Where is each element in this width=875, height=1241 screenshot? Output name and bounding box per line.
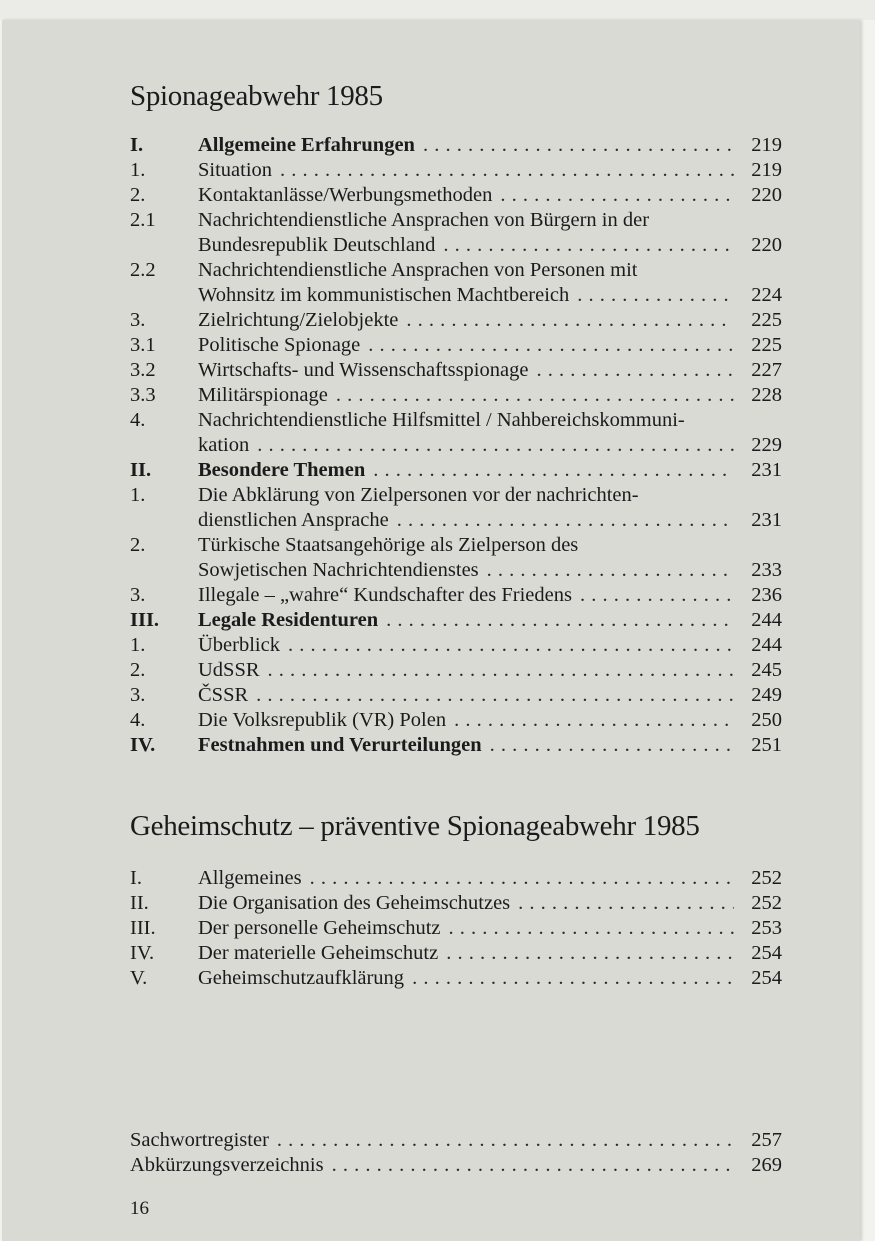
toc-entry-number: 4.: [130, 709, 146, 731]
toc-list-appendix: [130, 1128, 782, 1178]
scan-margin: [0, 0, 875, 20]
toc-entry: [130, 966, 782, 991]
toc-entry-title-line: Politische Spionage: [198, 334, 361, 356]
toc-entry-page-number: 231: [751, 509, 782, 531]
toc-entry-title: [198, 966, 734, 991]
dot-leader: [536, 358, 734, 383]
toc-entry-number: I.: [130, 134, 144, 156]
toc-entry-text: [198, 533, 734, 583]
toc-entry-text: [198, 941, 734, 966]
toc-entry-number: 3.2: [130, 359, 156, 381]
toc-entry-number: III.: [130, 609, 160, 631]
dot-leader: [310, 866, 734, 891]
dot-leader: [256, 683, 734, 708]
toc-entry: [130, 1128, 782, 1153]
toc-entry-number: 2.1: [130, 209, 156, 231]
toc-entry-title-continuation: [198, 233, 734, 258]
toc-entry-title-line: Die Organisation des Geheimschutzes: [198, 892, 511, 914]
toc-entry-text: [198, 258, 734, 308]
dot-leader: [397, 508, 734, 533]
toc-entry: [130, 683, 782, 708]
toc-entry-text: [198, 658, 734, 683]
toc-entry-text: [198, 183, 734, 208]
toc-entry-number: 1.: [130, 159, 146, 181]
dot-leader: [336, 383, 734, 408]
toc-entry: [130, 483, 782, 533]
toc-entry-title: [198, 916, 734, 941]
toc-entry: [130, 458, 782, 483]
toc-entry-title: [198, 158, 734, 183]
toc-entry-title: [198, 308, 734, 333]
toc-entry-text: [198, 866, 734, 891]
toc-entry-number: IV.: [130, 734, 156, 756]
dot-leader: [500, 183, 734, 208]
toc-entry-page-number: 220: [751, 234, 782, 256]
toc-list-geheimschutz: [130, 866, 782, 991]
dot-leader: [257, 433, 734, 458]
toc-entry: [130, 608, 782, 633]
toc-entry-page-number: 252: [751, 867, 782, 889]
toc-entry-page-number: 251: [751, 734, 782, 756]
dot-leader: [288, 633, 734, 658]
toc-entry-number: I.: [130, 867, 142, 889]
toc-entry-title-line: Legale Residenturen: [198, 609, 379, 631]
toc-entry: [130, 633, 782, 658]
toc-entry: [130, 941, 782, 966]
toc-entry-title-line: Abkürzungsverzeichnis: [130, 1154, 324, 1176]
section-title-spionageabwehr: Spionageabwehr 1985: [130, 80, 383, 112]
toc-entry: [130, 133, 782, 158]
dot-leader: [423, 133, 734, 158]
toc-entry-number: 3.1: [130, 334, 156, 356]
toc-entry: [130, 708, 782, 733]
toc-entry-number: 4.: [130, 409, 146, 431]
toc-entry-number: V.: [130, 967, 148, 989]
toc-entry-text: [198, 458, 734, 483]
toc-entry-title-line: Türkische Staatsangehörige als Zielperson des: [198, 534, 579, 556]
dot-leader: [577, 283, 734, 308]
toc-entry: [130, 258, 782, 308]
toc-entry-title-line: ČSSR: [198, 684, 249, 706]
toc-entry-title-line: Besondere Themen: [198, 459, 366, 481]
toc-entry-title: [198, 133, 734, 158]
toc-entry-text: [198, 408, 734, 458]
toc-entry-title: [198, 383, 734, 408]
toc-entry-page-number: 244: [751, 634, 782, 656]
dot-leader: [518, 891, 734, 916]
toc-entry-page-number: 236: [751, 584, 782, 606]
toc-entry-title: [198, 458, 734, 483]
toc-entry: [130, 1153, 782, 1178]
toc-entry-page-number: 253: [751, 917, 782, 939]
toc-entry-page-number: 224: [751, 284, 782, 306]
toc-entry-title-line: Überblick: [198, 634, 280, 656]
toc-entry-number: 3.3: [130, 384, 156, 406]
toc-entry-number: 3.: [130, 584, 146, 606]
toc-entry-text: [198, 966, 734, 991]
toc-entry-title: [198, 608, 734, 633]
dot-leader: [406, 308, 734, 333]
dot-leader: [412, 966, 734, 991]
toc-entry-text: [198, 133, 734, 158]
toc-entry-title: [198, 708, 734, 733]
toc-entry-title-line: Allgemeine Erfahrungen: [198, 134, 415, 156]
toc-entry-title-line: Geheimschutzaufklärung: [198, 967, 405, 989]
toc-entry-number: 2.2: [130, 259, 156, 281]
toc-entry-text: [198, 308, 734, 333]
toc-entry-title-line: Nachrichtendienstliche Ansprachen von Personen mit: [198, 259, 638, 281]
dot-leader: [446, 941, 734, 966]
toc-entry: [130, 308, 782, 333]
toc-entry-title-line: Bundesrepublik Deutschland: [198, 234, 436, 256]
toc-entry-title-line: Der personelle Geheimschutz: [198, 917, 441, 939]
toc-entry-page-number: 233: [751, 559, 782, 581]
toc-entry: [130, 208, 782, 258]
toc-entry-title: [198, 358, 734, 383]
toc-entry-page-number: 254: [751, 942, 782, 964]
toc-entry-text: [198, 633, 734, 658]
toc-entry-page-number: 257: [751, 1129, 782, 1151]
toc-entry-text: [130, 1153, 734, 1178]
toc-entry-title: [198, 891, 734, 916]
toc-entry-page-number: 249: [751, 684, 782, 706]
toc-entry-title: [198, 733, 734, 758]
dot-leader: [487, 558, 734, 583]
toc-entry-number: III.: [130, 917, 156, 939]
dot-leader: [443, 233, 734, 258]
toc-entry-title: [198, 941, 734, 966]
toc-entry-number: II.: [130, 892, 149, 914]
toc-entry-title-continuation: [198, 283, 734, 308]
toc-entry-text: [198, 333, 734, 358]
toc-entry-title-line: Nachrichtendienstliche Ansprachen von Bürgern in der: [198, 209, 650, 231]
toc-entry-title: [130, 1128, 734, 1153]
toc-entry-title-line: dienstlichen Ansprache: [198, 509, 389, 531]
toc-entry-title-line: Militärspionage: [198, 384, 328, 406]
toc-entry-title: [198, 583, 734, 608]
toc-entry-page-number: 220: [751, 184, 782, 206]
toc-entry: [130, 583, 782, 608]
toc-entry-title-line: Die Volksrepublik (VR) Polen: [198, 709, 447, 731]
toc-entry-title-line: Zielrichtung/Zielobjekte: [198, 309, 399, 331]
toc-entry-title-continuation: [198, 508, 734, 533]
toc-entry-page-number: 245: [751, 659, 782, 681]
toc-entry: [130, 333, 782, 358]
dot-leader: [449, 916, 735, 941]
toc-entry: [130, 158, 782, 183]
toc-entry-page-number: 219: [751, 134, 782, 156]
toc-entry-page-number: 225: [751, 309, 782, 331]
toc-entry-title: [198, 658, 734, 683]
toc-entry-text: [130, 1128, 734, 1153]
page-number: 16: [130, 1198, 149, 1219]
toc-entry-title-line: Der materielle Geheimschutz: [198, 942, 439, 964]
toc-list-spionageabwehr: [130, 133, 782, 758]
toc-entry-page-number: 231: [751, 459, 782, 481]
dot-leader: [280, 158, 734, 183]
toc-entry-title-line: Sowjetischen Nachrichtendienstes: [198, 559, 479, 581]
toc-entry-title-line: Festnahmen und Verurteilungen: [198, 734, 482, 756]
toc-entry-title-continuation: [198, 433, 734, 458]
dot-leader: [386, 608, 734, 633]
toc-entry-title-line: Situation: [198, 159, 273, 181]
toc-entry-page-number: 219: [751, 159, 782, 181]
toc-entry-page-number: 228: [751, 384, 782, 406]
toc-entry-title-line: Nachrichtendienstliche Hilfsmittel / Nahbereichskommuni-: [198, 409, 685, 431]
dot-leader: [373, 458, 734, 483]
toc-entry-page-number: 254: [751, 967, 782, 989]
toc-entry: [130, 408, 782, 458]
toc-entry-text: [198, 383, 734, 408]
toc-entry: [130, 733, 782, 758]
toc-entry: [130, 866, 782, 891]
dot-leader: [454, 708, 734, 733]
toc-entry-text: [198, 583, 734, 608]
toc-entry-title: [130, 1153, 734, 1178]
toc-entry: [130, 658, 782, 683]
dot-leader: [332, 1153, 734, 1178]
toc-entry: [130, 358, 782, 383]
toc-entry-text: [198, 733, 734, 758]
toc-entry-text: [198, 891, 734, 916]
toc-entry: [130, 916, 782, 941]
dot-leader: [368, 333, 734, 358]
toc-entry-title-line: UdSSR: [198, 659, 260, 681]
toc-entry-title-line: Allgemeines: [198, 867, 302, 889]
toc-entry-text: [198, 483, 734, 533]
toc-entry-title: [198, 683, 734, 708]
toc-entry-page-number: 229: [751, 434, 782, 456]
toc-entry-number: 1.: [130, 484, 146, 506]
toc-entry-page-number: 252: [751, 892, 782, 914]
dot-leader: [580, 583, 734, 608]
section-title-geheimschutz: Geheimschutz – präventive Spionageabwehr 1985: [130, 810, 700, 842]
toc-entry-text: [198, 358, 734, 383]
toc-entry: [130, 183, 782, 208]
toc-entry-number: IV.: [130, 942, 155, 964]
toc-entry-page-number: 225: [751, 334, 782, 356]
toc-entry-title-line: Kontaktanlässe/Werbungsmethoden: [198, 184, 493, 206]
toc-entry-number: 2.: [130, 534, 146, 556]
toc-entry-page-number: 250: [751, 709, 782, 731]
toc-entry-number: 2.: [130, 659, 146, 681]
toc-entry-text: [198, 608, 734, 633]
toc-entry: [130, 383, 782, 408]
toc-entry: [130, 891, 782, 916]
toc-entry-page-number: 244: [751, 609, 782, 631]
dot-leader: [268, 658, 734, 683]
toc-entry-text: [198, 208, 734, 258]
dot-leader: [490, 733, 734, 758]
toc-entry-text: [198, 683, 734, 708]
toc-entry-title-line: kation: [198, 434, 250, 456]
toc-entry: [130, 533, 782, 583]
toc-entry-page-number: 227: [751, 359, 782, 381]
toc-entry-title-line: Die Abklärung von Zielpersonen vor der nachrichten-: [198, 484, 639, 506]
toc-entry-title-line: Illegale – „wahre“ Kundschafter des Friedens: [198, 584, 572, 606]
toc-entry-title: [198, 633, 734, 658]
toc-entry-number: 1.: [130, 634, 146, 656]
toc-entry-number: 3.: [130, 309, 146, 331]
toc-entry-text: [198, 158, 734, 183]
toc-entry-number: 3.: [130, 684, 146, 706]
toc-entry-number: 2.: [130, 184, 146, 206]
toc-entry-title: [198, 333, 734, 358]
toc-entry-text: [198, 916, 734, 941]
toc-entry-title-line: Wirtschafts- und Wissenschaftsspionage: [198, 359, 529, 381]
toc-entry-text: [198, 708, 734, 733]
toc-entry-page-number: 269: [751, 1154, 782, 1176]
toc-entry-title-line: Wohnsitz im kommunistischen Machtbereich: [198, 284, 570, 306]
toc-entry-title: [198, 183, 734, 208]
toc-entry-title-continuation: [198, 558, 734, 583]
toc-entry-number: II.: [130, 459, 152, 481]
toc-entry-title-line: Sachwortregister: [130, 1129, 269, 1151]
toc-entry-title: [198, 866, 734, 891]
dot-leader: [277, 1128, 734, 1153]
